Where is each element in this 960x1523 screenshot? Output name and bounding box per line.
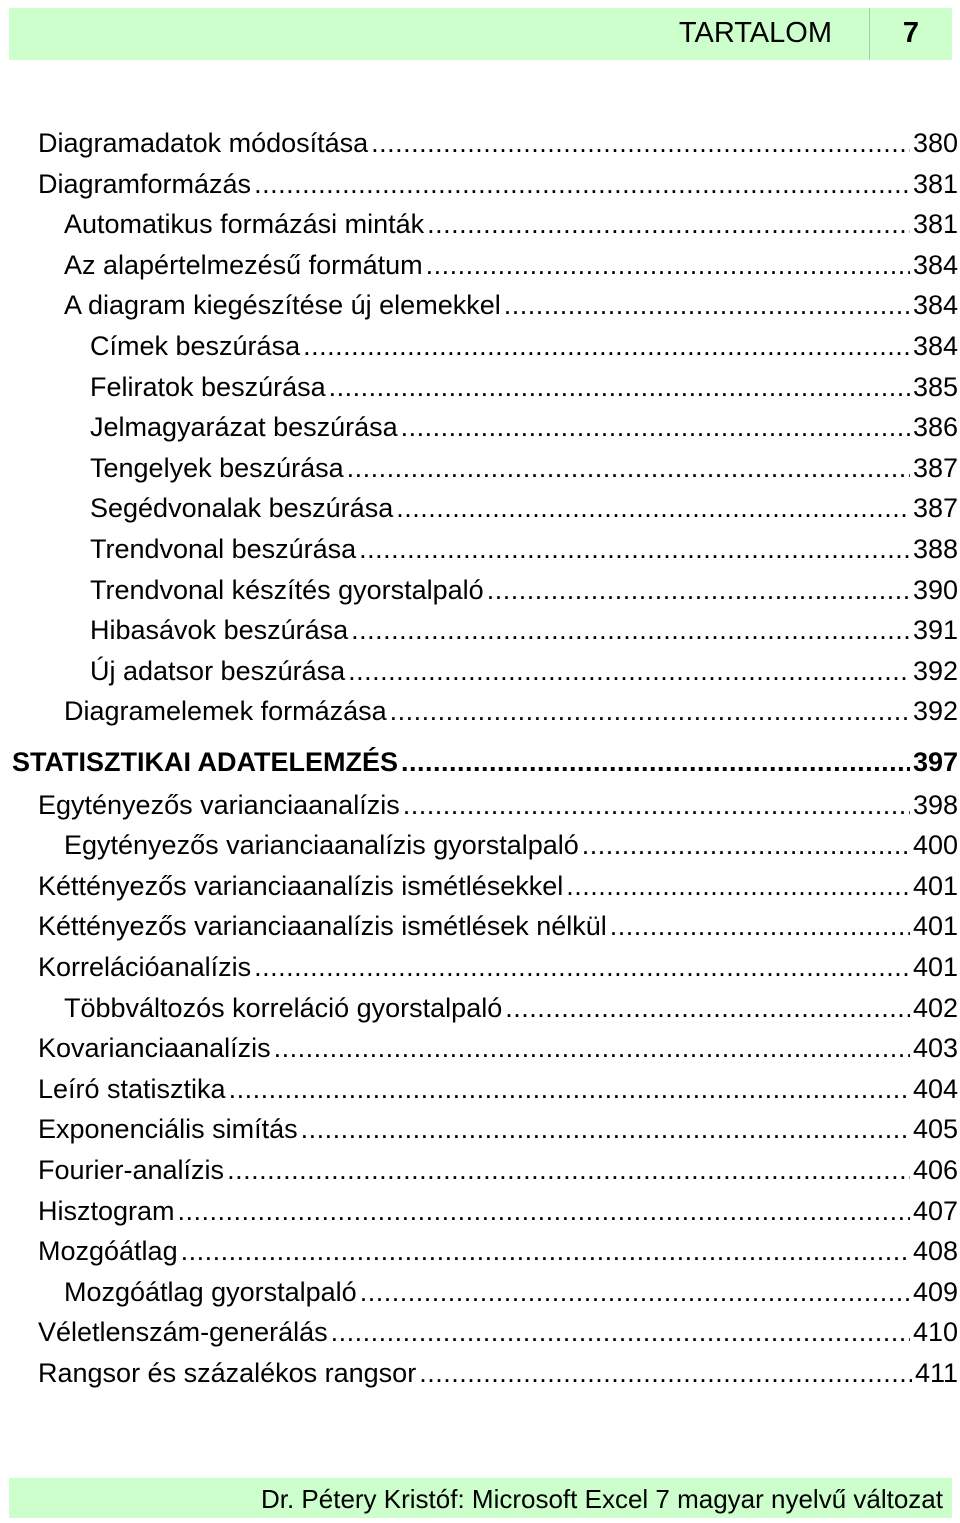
toc-entry-page: 404	[912, 1073, 958, 1104]
page-header	[9, 8, 952, 60]
toc-entry[interactable]	[64, 825, 958, 865]
toc-entry-page: 402	[912, 992, 958, 1023]
toc-entry[interactable]	[90, 488, 958, 528]
toc-entry[interactable]	[38, 1231, 958, 1271]
toc-dot-leader	[254, 169, 910, 204]
toc-dot-leader	[566, 871, 910, 906]
toc-dot-leader	[229, 1074, 910, 1109]
toc-entry-title: Kéttényezős varianciaanalízis ismétlésekkel	[38, 870, 564, 901]
toc-dot-leader	[504, 290, 910, 325]
toc-entry[interactable]	[38, 1109, 958, 1149]
toc-entry-title: Rangsor és százalékos rangsor	[38, 1358, 417, 1388]
toc-entry-title: Diagramelemek formázása	[64, 696, 387, 727]
toc-entry-page: 390	[912, 574, 958, 605]
toc-dot-leader	[505, 993, 910, 1028]
toc-entry-page: 406	[912, 1155, 958, 1185]
toc-dot-leader	[401, 747, 910, 782]
toc-entry-title: Új adatsor beszúrása	[90, 655, 346, 686]
toc-entry-page: 401	[912, 911, 958, 942]
toc-entry-page: 387	[912, 452, 958, 483]
toc-entry[interactable]	[64, 691, 958, 731]
toc-entry-page: 403	[912, 1033, 958, 1064]
toc-entry-title: Mozgóátlag gyorstalpaló	[64, 1276, 357, 1307]
toc-entry-title: Mozgóátlag	[38, 1236, 178, 1267]
toc-entry[interactable]	[38, 906, 958, 946]
toc-dot-leader	[178, 1196, 910, 1231]
toc-entry-title: Trendvonal beszúrása	[90, 534, 357, 564]
toc-entry-title: Diagramformázás	[38, 168, 252, 199]
toc-entry[interactable]	[90, 448, 958, 488]
toc-entry[interactable]	[38, 785, 958, 825]
toc-entry[interactable]	[90, 326, 958, 366]
toc-entry[interactable]	[38, 1150, 958, 1190]
toc-dot-leader	[396, 493, 910, 528]
toc-entry[interactable]	[90, 407, 958, 447]
toc-entry[interactable]	[64, 285, 958, 325]
toc-entry-page: 381	[912, 209, 958, 240]
toc-dot-leader	[303, 331, 910, 366]
toc-entry[interactable]	[64, 988, 958, 1028]
toc-entry-page: 409	[912, 1276, 958, 1307]
toc-entry-title: Többváltozós korreláció gyorstalpaló	[64, 992, 503, 1023]
toc-dot-leader	[487, 575, 910, 610]
toc-entry-title: Automatikus formázási minták	[64, 209, 425, 240]
toc-entry-page: 401	[912, 870, 958, 901]
toc-entry-title: Feliratok beszúrása	[90, 371, 326, 402]
toc-entry[interactable]	[38, 866, 958, 906]
toc-entry-page: 397	[912, 747, 958, 777]
toc-entry-page: 386	[912, 412, 958, 443]
toc-entry-page: 398	[912, 789, 958, 820]
toc-entry-page: 408	[912, 1236, 958, 1267]
toc-dot-leader	[301, 1114, 910, 1149]
toc-entry[interactable]	[38, 123, 958, 163]
toc-entry-title: Kovarianciaanalízis	[38, 1033, 271, 1064]
toc-entry-title: Diagramadatok módosítása	[38, 128, 369, 158]
toc-entry-page: 401	[912, 952, 958, 982]
toc-entry[interactable]	[64, 204, 958, 244]
header-page-number: 7	[902, 17, 920, 49]
toc-entry-page: 384	[912, 331, 958, 361]
toc-entry-page: 391	[912, 615, 958, 646]
toc-dot-leader	[360, 1277, 910, 1312]
toc-entry[interactable]	[90, 570, 958, 610]
toc-entry-page: 411	[914, 1358, 958, 1388]
toc-dot-leader	[348, 656, 910, 691]
toc-entry[interactable]	[38, 1191, 958, 1231]
toc-entry-title: Korrelációanalízis	[38, 952, 252, 982]
toc-entry-title: Hibasávok beszúrása	[90, 615, 349, 646]
toc-entry-page: 384	[912, 290, 958, 321]
toc-dot-leader	[371, 128, 910, 163]
toc-dot-leader	[329, 372, 910, 407]
toc-dot-leader	[401, 412, 910, 447]
toc-entry[interactable]	[12, 742, 958, 782]
toc-entry[interactable]	[64, 1272, 958, 1312]
toc-entry[interactable]	[38, 947, 958, 987]
toc-entry-title: Egytényezős varianciaanalízis	[38, 789, 400, 820]
toc-dot-leader	[610, 911, 910, 946]
toc-entry-title: A diagram kiegészítése új elemekkel	[64, 290, 501, 321]
toc-entry[interactable]	[64, 245, 958, 285]
toc-entry-title: Egytényezős varianciaanalízis gyorstalpaló	[64, 830, 579, 861]
toc-dot-leader	[331, 1317, 910, 1352]
toc-dot-leader	[227, 1155, 910, 1190]
toc-entry[interactable]	[90, 529, 958, 569]
toc-entry-page: 384	[912, 249, 958, 280]
toc-entry-page: 410	[912, 1317, 958, 1348]
header-title: TARTALOM	[678, 17, 832, 49]
toc-dot-leader	[181, 1236, 910, 1271]
toc-dot-leader	[359, 534, 910, 569]
toc-dot-leader	[390, 696, 910, 731]
toc-entry-title: Hisztogram	[38, 1195, 175, 1226]
toc-entry-page: 407	[912, 1195, 958, 1226]
toc-entry[interactable]	[38, 1028, 958, 1068]
toc-entry-page: 400	[912, 830, 958, 861]
toc-entry[interactable]	[90, 610, 958, 650]
toc-entry-page: 381	[912, 168, 958, 199]
toc-entry[interactable]	[38, 1353, 958, 1393]
toc-dot-leader	[426, 250, 910, 285]
toc-dot-leader	[419, 1358, 912, 1393]
toc-entry-title: Tengelyek beszúrása	[90, 452, 344, 483]
toc-entry-title: STATISZTIKAI ADATELEMZÉS	[12, 747, 398, 777]
toc-entry-title: Az alapértelmezésű formátum	[64, 249, 423, 280]
toc-dot-leader	[582, 830, 910, 865]
toc-dot-leader	[254, 952, 910, 987]
toc-entry-title: Jelmagyarázat beszúrása	[90, 412, 398, 443]
footer-text: Dr. Pétery Kristóf: Microsoft Excel 7 magyar nyelvű változat	[260, 1484, 943, 1514]
toc-entry[interactable]	[38, 1069, 958, 1109]
toc-dot-leader	[427, 209, 910, 244]
toc-entry-title: Segédvonalak beszúrása	[90, 493, 394, 524]
toc-entry-page: 405	[912, 1114, 958, 1145]
toc-entry-title: Leíró statisztika	[38, 1073, 226, 1104]
toc-dot-leader	[403, 790, 910, 825]
page-footer	[9, 1478, 952, 1518]
toc-entry-page: 380	[912, 128, 958, 158]
toc-entry[interactable]	[38, 164, 958, 204]
toc-entry[interactable]	[90, 367, 958, 407]
toc-dot-leader	[274, 1033, 910, 1068]
toc-entry-page: 388	[912, 534, 958, 564]
toc-dot-leader	[351, 615, 910, 650]
toc-entry[interactable]	[90, 651, 958, 691]
toc-entry-page: 387	[912, 493, 958, 524]
toc-entry[interactable]	[38, 1312, 958, 1352]
toc-entry-title: Fourier-analízis	[38, 1155, 225, 1185]
toc-entry-page: 392	[912, 696, 958, 727]
toc-dot-leader	[347, 453, 910, 488]
toc-entry-page: 392	[912, 655, 958, 686]
toc-entry-page: 385	[912, 371, 958, 402]
toc-entry-title: Trendvonal készítés gyorstalpaló	[90, 574, 484, 605]
toc-entry-title: Exponenciális simítás	[38, 1114, 298, 1145]
toc-entry-title: Címek beszúrása	[90, 331, 301, 361]
toc-entry-title: Kéttényezős varianciaanalízis ismétlések nélkül	[38, 911, 607, 942]
toc-entry-title: Véletlenszám-generálás	[38, 1317, 328, 1348]
